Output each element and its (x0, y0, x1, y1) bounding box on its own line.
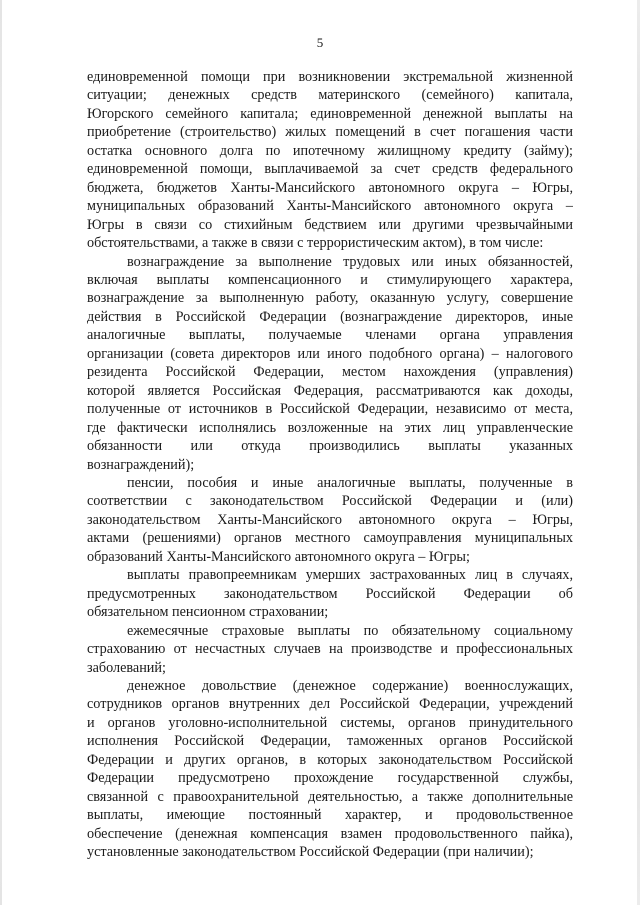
text-line: обязанности или откуда производились выплаты указанных (87, 438, 573, 455)
text-line: обеспечение (денежная компенсация взамен продовольственного пайка), (87, 825, 573, 842)
text-line: актами (решениями) органов местного самоуправления муниципальных (87, 530, 573, 547)
text-line: вознаграждение за выполненную работу, оказанную услугу, совершение (87, 290, 573, 307)
paragraph (87, 253, 573, 474)
text-line: где фактически исполнялись возложенные на этих лиц управленческие (87, 419, 573, 436)
text-line: Федерации и других органов, в которых законодательством Российской (87, 751, 573, 768)
text-line: пенсии, пособия и иные аналогичные выплаты, полученные в (127, 474, 573, 491)
text-line: соответствии с законодательством Российской Федерации и (или) (87, 493, 573, 510)
text-line: единовременной помощи, выплачиваемой за счет средств федерального (87, 161, 573, 178)
text-line: приобретение (строительство) жилых помещений в счет погашения части (87, 124, 573, 141)
text-line: остатка основного долга по ипотечному жилищному кредиту (займу); (87, 142, 573, 159)
text-line: вознаграждение за выполнение трудовых или иных обязанностей, (127, 253, 573, 270)
text-line: связанной с правоохранительной деятельностью, а также дополнительные (87, 788, 573, 805)
text-line: обязательном пенсионном страховании; (87, 604, 329, 621)
text-line: установленные законодательством Российской Федерации (при наличии); (87, 844, 534, 861)
paragraph (87, 474, 573, 566)
text-line: денежное довольствие (денежное содержание) военнослужащих, (127, 677, 573, 694)
text-line: организации (совета директоров или иного подобного органа) – налогового (87, 345, 573, 362)
paragraph (87, 68, 573, 253)
text-line: предусмотренных законодательством Российской Федерации об (87, 585, 573, 602)
text-line: муниципальных образований Ханты-Мансийского автономного округа – (87, 198, 573, 215)
text-line: резидента Российской Федерации, местом нахождения (управления) (87, 364, 573, 381)
text-line: исполнения Российской Федерации, таможенных органов Российской (87, 733, 573, 750)
text-line: которой является Российская Федерация, рассматриваются как доходы, (87, 382, 573, 399)
paragraph (87, 566, 573, 621)
text-line: полученные от источников в Российской Федерации, независимо от места, (87, 401, 573, 418)
text-line: бюджета, бюджетов Ханты-Мансийского автономного округа – Югры, (87, 179, 573, 196)
paragraph (87, 677, 573, 862)
text-line: единовременной помощи при возникновении экстремальной жизненной (87, 69, 573, 85)
text-line: Федерации предусмотрено прохождение государственной службы, (87, 770, 573, 787)
page-number: 5 (316, 35, 324, 50)
text-line: заболеваний; (87, 659, 166, 676)
text-line: ежемесячные страховые выплаты по обязательному социальному (127, 622, 573, 639)
text-line: Югорского семейного капитала; единовременной денежной выплаты на (87, 105, 573, 122)
text-line: и органов уголовно-исполнительной системы, органов принудительного (87, 714, 573, 731)
text-line: страхованию от несчастных случаев на производстве и профессиональных (87, 641, 573, 658)
text-line: сотрудников органов внутренних дел Российской Федерации, учреждений (87, 696, 573, 713)
paragraph (87, 622, 573, 677)
text-line: выплаты, имеющие постоянный характер, и продовольственное (87, 807, 573, 824)
text-line: включая выплаты компенсационного и стимулирующего характера, (87, 271, 573, 288)
document-body (87, 68, 573, 861)
text-line: действия в Российской Федерации (вознаграждение директоров, иные (87, 308, 573, 325)
text-line: образований Ханты-Мансийского автономного округа – Югры; (87, 548, 470, 565)
text-line: ситуации; денежных средств материнского (семейного) капитала, (87, 87, 573, 104)
text-line: обстоятельствами, а также в связи с террористическим актом), в том числе: (87, 235, 544, 252)
text-line: Югры в связи со стихийным бедствием или другими чрезвычайными (87, 216, 573, 233)
text-line: аналогичные выплаты, получаемые членами органа управления (87, 327, 573, 344)
text-line: вознаграждений); (87, 456, 195, 473)
text-line: законодательством Ханты-Мансийского автономного округа – Югры, (87, 511, 573, 528)
text-line: выплаты правопреемникам умерших застрахованных лиц в случаях, (127, 567, 573, 584)
